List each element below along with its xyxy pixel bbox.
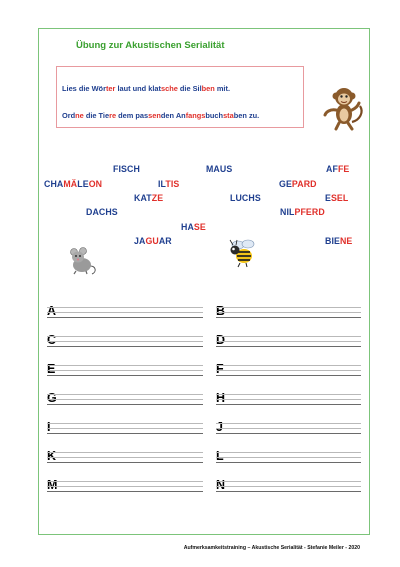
animal-word-maus — [206, 164, 232, 174]
syllable: sta — [223, 111, 234, 120]
writing-line — [216, 491, 361, 492]
writing-line — [216, 336, 361, 337]
syllable: sche — [160, 84, 178, 93]
writing-line — [216, 481, 361, 482]
writing-line — [47, 428, 203, 429]
syllable: GE — [279, 179, 292, 189]
animal-word-katze — [134, 193, 163, 203]
syllable: DACHS — [86, 207, 118, 217]
syllable: FISCH — [113, 164, 140, 174]
footer-credit: Aufmerksamkeitstraining – Akustische Serialität - Stefanie Meiler - 2020 — [183, 545, 360, 551]
syllable: den An — [160, 111, 186, 120]
writing-line — [216, 365, 361, 366]
writing-line — [47, 375, 203, 376]
syllable: ben — [201, 84, 215, 93]
instruction-line-1 — [62, 84, 230, 93]
writing-line — [47, 370, 203, 371]
writing-line — [47, 399, 203, 400]
syllable: Ord — [62, 111, 76, 120]
writing-line — [216, 312, 361, 313]
writing-line — [47, 486, 203, 487]
writing-line — [47, 317, 203, 318]
writing-line — [216, 307, 361, 308]
syllable: fangs — [185, 111, 206, 120]
letter-j: J — [216, 420, 223, 434]
syllable: GU — [145, 236, 159, 246]
animal-word-hase — [181, 222, 206, 232]
writing-line — [47, 452, 203, 453]
syllable: mit. — [214, 84, 231, 93]
syllable: CHA — [44, 179, 64, 189]
syllable: IL — [158, 179, 166, 189]
writing-line — [47, 404, 203, 405]
writing-line — [47, 336, 203, 337]
syllable: dem pas — [116, 111, 149, 120]
syllable: re — [109, 111, 117, 120]
writing-line — [216, 423, 361, 424]
syllable: KAT — [134, 193, 152, 203]
letter-f: F — [216, 362, 224, 376]
syllable: JA — [134, 236, 146, 246]
letter-a: A — [47, 304, 57, 318]
animal-word-jaguar — [134, 236, 172, 246]
letter-c: C — [47, 333, 57, 347]
syllable: NE — [339, 236, 353, 246]
letter-h: H — [216, 391, 226, 405]
bee-illustration — [226, 236, 262, 270]
syllable: die Tie — [83, 111, 110, 120]
writing-line — [216, 317, 361, 318]
animal-word-esel — [325, 193, 348, 203]
syllable: SEL — [330, 193, 349, 203]
writing-line — [47, 312, 203, 313]
writing-line — [47, 341, 203, 342]
syllable: laut und klat — [115, 84, 161, 93]
syllable: ben zu. — [233, 111, 260, 120]
mouse-illustration — [64, 244, 98, 276]
syllable: sen — [148, 111, 161, 120]
animal-word-fisch — [113, 164, 140, 174]
writing-line — [216, 370, 361, 371]
instruction-line-2 — [62, 111, 259, 120]
writing-line — [47, 307, 203, 308]
animal-word-biene — [325, 236, 352, 246]
writing-line — [216, 375, 361, 376]
syllable: ne — [75, 111, 84, 120]
syllable: ON — [88, 179, 103, 189]
letter-i: I — [47, 420, 51, 434]
monkey-illustration — [322, 84, 366, 132]
worksheet-title: Übung zur Akustischen Serialität — [76, 40, 225, 51]
letter-d: D — [216, 333, 226, 347]
syllable: FE — [337, 164, 350, 174]
writing-line — [47, 457, 203, 458]
letter-g: G — [47, 391, 57, 405]
syllable: LE — [77, 179, 89, 189]
letter-b: B — [216, 304, 226, 318]
writing-line — [47, 433, 203, 434]
syllable: TIS — [165, 179, 180, 189]
writing-line — [47, 481, 203, 482]
letter-n: N — [216, 478, 226, 492]
animal-word-luchs — [230, 193, 261, 203]
writing-line — [47, 365, 203, 366]
syllable: E — [325, 193, 331, 203]
writing-line — [47, 346, 203, 347]
writing-line — [47, 394, 203, 395]
writing-line — [216, 457, 361, 458]
writing-line — [47, 423, 203, 424]
syllable: ZE — [151, 193, 164, 203]
animal-word-nilpferd — [280, 207, 325, 217]
syllable: AF — [326, 164, 338, 174]
letter-l: L — [216, 449, 224, 463]
syllable: SE — [193, 222, 206, 232]
syllable: NIL — [280, 207, 295, 217]
animal-word-affe — [326, 164, 349, 174]
syllable: buch — [205, 111, 224, 120]
syllable: ter — [105, 84, 116, 93]
writing-line — [216, 428, 361, 429]
letter-m: M — [47, 478, 58, 492]
syllable: MÄ — [63, 179, 78, 189]
writing-line — [216, 452, 361, 453]
animal-word-dachs — [86, 207, 118, 217]
writing-line — [216, 341, 361, 342]
syllable: BIE — [325, 236, 340, 246]
animal-word-gepard — [279, 179, 317, 189]
syllable: die Sil — [177, 84, 202, 93]
animal-word-chamaeleon — [44, 179, 102, 189]
writing-line — [47, 462, 203, 463]
syllable: Lies die Wör — [62, 84, 106, 93]
syllable: MAUS — [206, 164, 233, 174]
writing-line — [216, 486, 361, 487]
syllable: AR — [158, 236, 172, 246]
writing-line — [216, 394, 361, 395]
letter-k: K — [47, 449, 57, 463]
letter-e: E — [47, 362, 56, 376]
writing-line — [216, 404, 361, 405]
syllable: PARD — [291, 179, 317, 189]
writing-line — [216, 399, 361, 400]
syllable: HA — [181, 222, 194, 232]
writing-line — [216, 433, 361, 434]
writing-line — [216, 346, 361, 347]
syllable: LUCHS — [230, 193, 261, 203]
writing-line — [47, 491, 203, 492]
syllable: PFERD — [294, 207, 325, 217]
animal-word-iltis — [158, 179, 179, 189]
writing-line — [216, 462, 361, 463]
